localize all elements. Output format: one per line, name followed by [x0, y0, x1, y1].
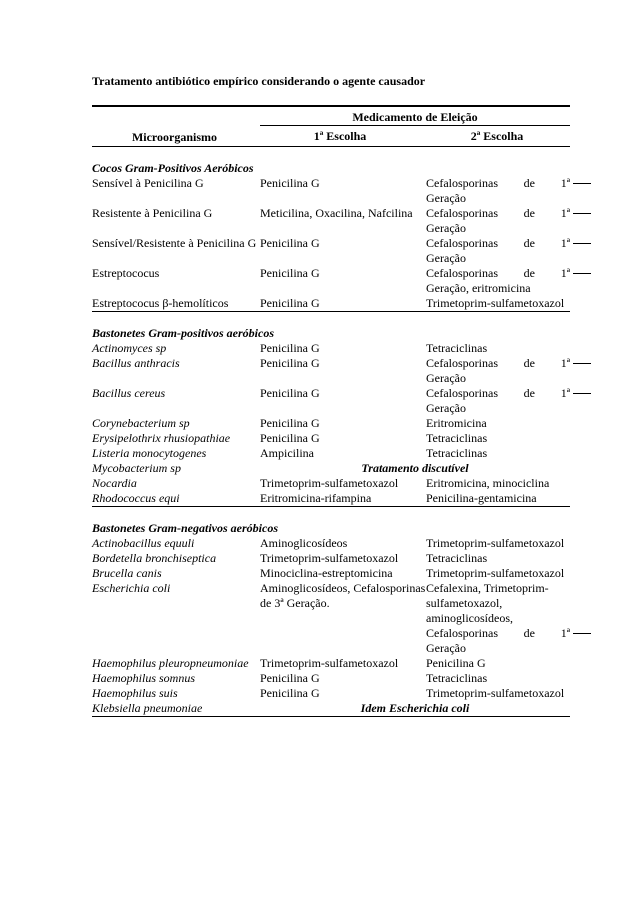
first-choice-cell: Trimetoprim-sulfametoxazol	[260, 476, 399, 490]
second-choice-cell: Tetraciclinas	[426, 431, 488, 445]
second-choice-word: Cefalosporinas	[426, 386, 498, 400]
organism-cell: Estreptococus	[92, 266, 160, 280]
first-choice-cell: Penicilina G	[260, 356, 320, 370]
table-row	[92, 266, 570, 296]
treatment-span-cell: Tratamento discutível	[361, 461, 469, 475]
section-table	[92, 536, 570, 717]
second-choice-cell: Penicilina-gentamicina	[426, 491, 537, 505]
second-choice-continuation: Geração	[426, 221, 466, 235]
second-choice-cell: Penicilina G	[426, 656, 486, 670]
table-row	[92, 551, 570, 566]
first-choice-cell: Trimetoprim-sulfametoxazol	[260, 551, 399, 565]
table-row	[92, 386, 570, 416]
table-row	[92, 431, 570, 446]
second-choice-prefix: Cefalexina, Trimetoprim-sulfametoxazol, aminoglicosídeos,	[426, 581, 549, 625]
second-choice-cell: Trimetoprim-sulfametoxazol	[426, 296, 565, 310]
table-row	[92, 446, 570, 461]
second-choice-cell: Tetraciclinas	[426, 671, 488, 685]
first-choice-cell: Penicilina G	[260, 266, 320, 280]
first-choice-cell: Penicilina G	[260, 176, 320, 190]
first-choice-cell: Aminoglicosídeos, Cefalosporinas de 3ª Geração.	[260, 581, 426, 610]
second-choice-ordinal: 1ª	[560, 356, 570, 370]
table-row	[92, 461, 570, 476]
organism-cell: Bacillus cereus	[92, 386, 166, 400]
table-row	[92, 356, 570, 386]
table-section	[92, 326, 570, 507]
header-bottom-rule	[92, 146, 570, 147]
second-choice-cell	[426, 266, 570, 296]
first-choice-cell: Penicilina G	[260, 686, 320, 700]
first-choice-cell: Penicilina G	[260, 236, 320, 250]
second-choice-cell: Tetraciclinas	[426, 551, 488, 565]
first-choice-cell: Aminoglicosídeos	[260, 536, 348, 550]
section-table	[92, 341, 570, 507]
second-choice-cell: Tetraciclinas	[426, 446, 488, 460]
organism-cell: Bordetella bronchiseptica	[92, 551, 217, 565]
second-choice-continuation: Geração	[426, 401, 466, 415]
table-row	[92, 581, 570, 656]
second-choice-cell	[426, 236, 570, 266]
table-row	[92, 176, 570, 206]
second-choice-justified-line	[426, 176, 570, 191]
table-row	[92, 476, 570, 491]
table-row	[92, 341, 570, 356]
first-choice-cell: Eritromicina-rifampina	[260, 491, 372, 505]
organism-cell: Klebsiella pneumoniae	[92, 701, 203, 715]
organism-cell: Actinobacillus equuli	[92, 536, 195, 550]
second-choice-ordinal: 1ª	[560, 206, 570, 220]
second-choice-ordinal: 1ª	[560, 386, 570, 400]
first-choice-cell: Penicilina G	[260, 386, 320, 400]
section-title: Cocos Gram-Positivos Aeróbicos	[92, 161, 254, 175]
document-page	[92, 74, 570, 717]
second-choice-continuation: Geração	[426, 641, 466, 655]
second-choice-word: de	[523, 176, 535, 190]
table-row	[92, 686, 570, 701]
first-choice-cell: Penicilina G	[260, 671, 320, 685]
organism-cell: Haemophilus suis	[92, 686, 178, 700]
second-choice-ordinal: 1ª	[560, 266, 570, 280]
second-choice-continuation: Geração	[426, 371, 466, 385]
second-choice-cell: Trimetoprim-sulfametoxazol	[426, 536, 565, 550]
table-row	[92, 566, 570, 581]
second-choice-cell: Trimetoprim-sulfametoxazol	[426, 566, 565, 580]
table-row	[92, 296, 570, 312]
table-row	[92, 671, 570, 686]
second-choice-word: Cefalosporinas	[426, 206, 498, 220]
second-choice-word: de	[523, 386, 535, 400]
table-row	[92, 656, 570, 671]
first-choice-cell: Penicilina G	[260, 296, 320, 310]
header-microorganismo: Microorganismo	[131, 130, 218, 144]
organism-cell: Mycobacterium sp	[92, 461, 181, 475]
second-choice-word: Cefalosporinas	[426, 176, 498, 190]
organism-cell: Resistente à Penicilina G	[92, 206, 213, 220]
first-choice-cell: Penicilina G	[260, 416, 320, 430]
table-row	[92, 491, 570, 507]
document-title: Tratamento antibiótico empírico considerando o agente causador	[92, 74, 426, 88]
organism-cell: Rhodococcus equi	[92, 491, 180, 505]
second-choice-cell: Trimetoprim-sulfametoxazol	[426, 686, 565, 700]
table-row	[92, 701, 570, 717]
header-primeira-escolha: 1ª Escolha	[313, 129, 367, 143]
second-choice-justified-line	[426, 386, 570, 401]
second-choice-justified-line	[426, 266, 570, 281]
organism-cell: Haemophilus somnus	[92, 671, 196, 685]
first-choice-cell: Penicilina G	[260, 341, 320, 355]
second-choice-word: de	[523, 206, 535, 220]
organism-cell: Escherichia coli	[92, 581, 171, 595]
section-title: Bastonetes Gram-positivos aeróbicos	[92, 326, 274, 340]
second-choice-cell	[426, 386, 570, 416]
table-section	[92, 521, 570, 717]
table-section	[92, 161, 570, 312]
organism-cell: Actinomyces sp	[92, 341, 167, 355]
organism-cell: Erysipelothrix rhusiopathiae	[92, 431, 231, 445]
second-choice-continuation: Geração, eritromicina	[426, 281, 531, 295]
second-choice-word: Cefalosporinas	[426, 626, 498, 640]
organism-cell: Haemophilus pleuropneumoniae	[92, 656, 249, 670]
second-choice-cell: Eritromicina, minociclina	[426, 476, 550, 490]
first-choice-cell: Ampicilina	[260, 446, 314, 460]
header-medicamento: Medicamento de Eleição	[352, 110, 478, 124]
table-body	[92, 161, 570, 717]
table-row	[92, 536, 570, 551]
second-choice-ordinal: 1ª	[560, 626, 570, 640]
second-choice-word: de	[523, 626, 535, 640]
header-segunda-escolha: 2ª Escolha	[470, 129, 524, 143]
second-choice-cell: Eritromicina	[426, 416, 487, 430]
second-choice-justified-line	[426, 626, 570, 641]
second-choice-cell	[426, 206, 570, 236]
second-choice-word: Cefalosporinas	[426, 356, 498, 370]
organism-cell: Sensível/Resistente à Penicilina G	[92, 236, 257, 250]
header-medicamento-rule	[260, 125, 570, 126]
organism-cell: Brucella canis	[92, 566, 162, 580]
table-row	[92, 206, 570, 236]
organism-cell: Corynebacterium sp	[92, 416, 190, 430]
treatment-span-cell: Idem Escherichia coli	[360, 701, 470, 715]
second-choice-justified-line	[426, 356, 570, 371]
organism-cell: Sensível à Penicilina G	[92, 176, 204, 190]
first-choice-cell: Penicilina G	[260, 431, 320, 445]
section-title: Bastonetes Gram-negativos aeróbicos	[92, 521, 278, 535]
organism-cell: Nocardia	[92, 476, 137, 490]
second-choice-cell	[426, 176, 570, 206]
second-choice-word: Cefalosporinas	[426, 236, 498, 250]
second-choice-justified-line	[426, 206, 570, 221]
organism-cell: Listeria monocytogenes	[92, 446, 207, 460]
second-choice-ordinal: 1ª	[560, 176, 570, 190]
first-choice-cell: Minociclina-estreptomicina	[260, 566, 393, 580]
second-choice-word: Cefalosporinas	[426, 266, 498, 280]
organism-cell: Bacillus anthracis	[92, 356, 180, 370]
second-choice-continuation: Geração	[426, 191, 466, 205]
second-choice-ordinal: 1ª	[560, 236, 570, 250]
second-choice-word: de	[523, 356, 535, 370]
first-choice-cell: Trimetoprim-sulfametoxazol	[260, 656, 399, 670]
table-row	[92, 416, 570, 431]
first-choice-cell: Meticilina, Oxacilina, Nafcilina	[260, 206, 413, 220]
second-choice-word: de	[523, 236, 535, 250]
second-choice-cell: Tetraciclinas	[426, 341, 488, 355]
second-choice-word: de	[523, 266, 535, 280]
table-row	[92, 236, 570, 266]
second-choice-justified-line	[426, 236, 570, 251]
second-choice-continuation: Geração	[426, 251, 466, 265]
second-choice-cell	[426, 356, 570, 386]
organism-cell: Estreptococus β-hemolíticos	[92, 296, 229, 310]
section-table	[92, 176, 570, 312]
second-choice-cell	[426, 581, 570, 656]
table-header	[92, 107, 570, 147]
